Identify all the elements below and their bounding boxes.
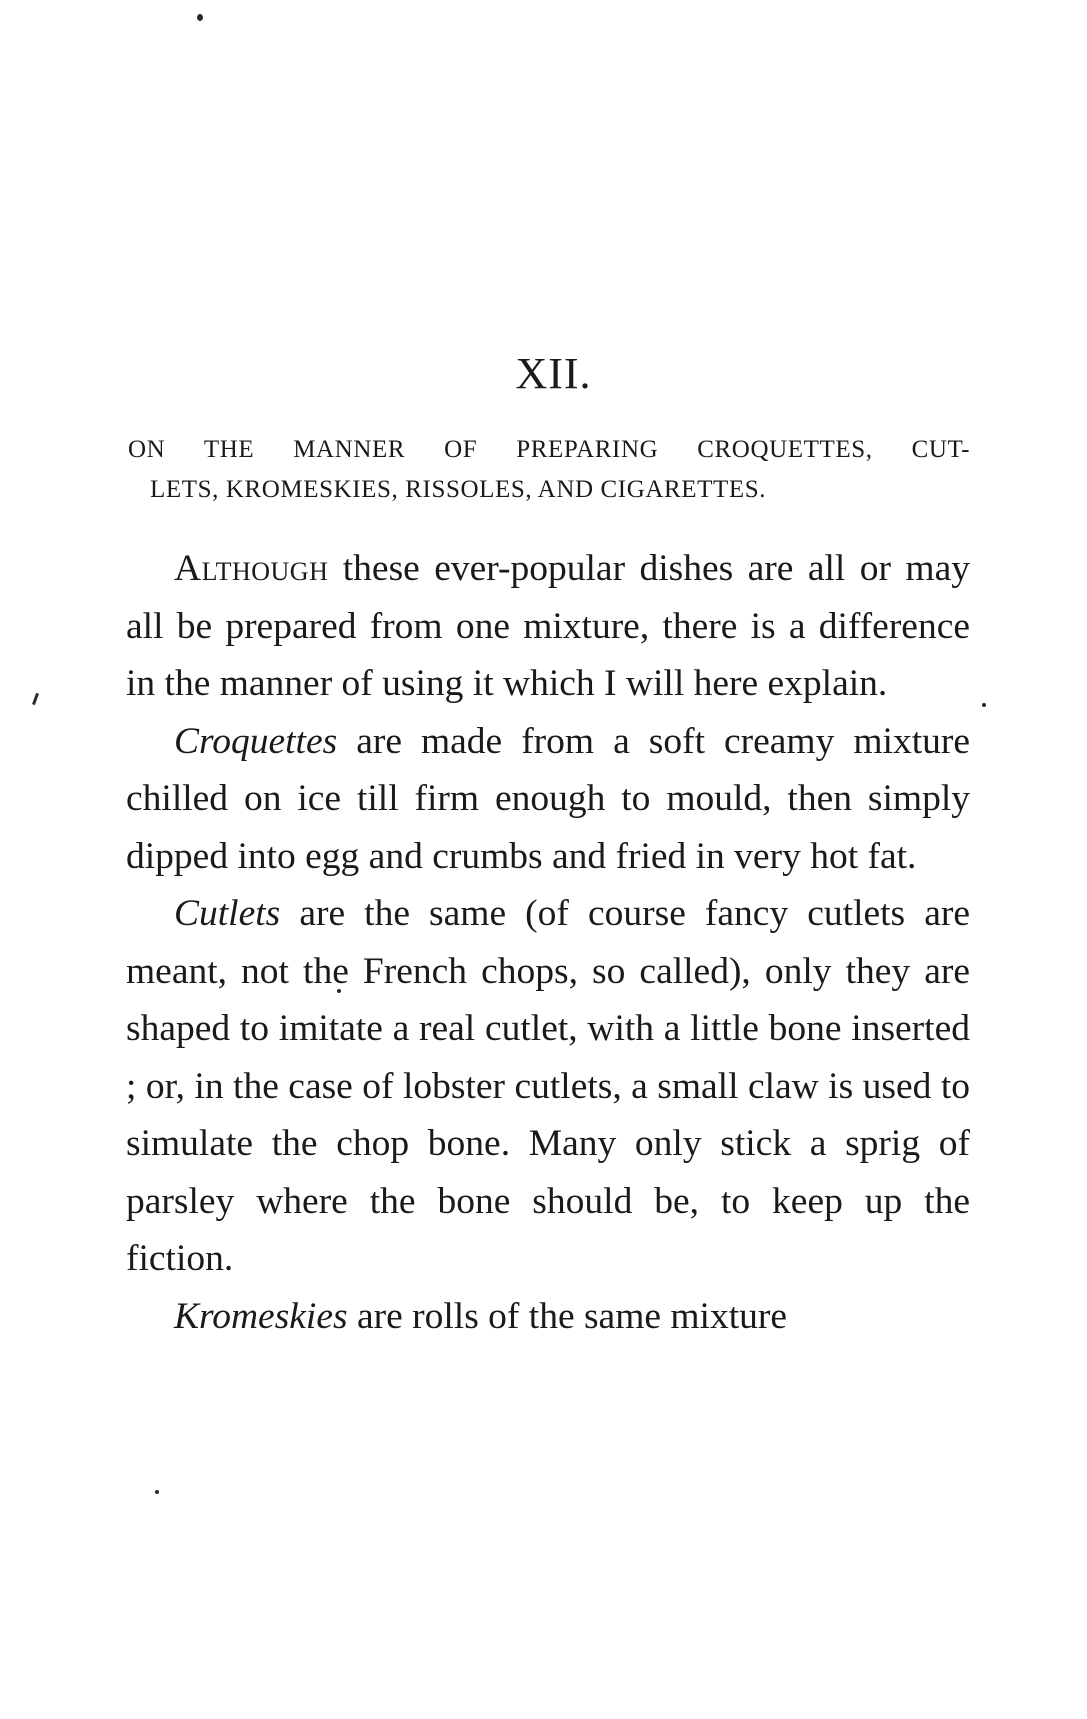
ink-speck — [197, 14, 203, 21]
chapter-title — [128, 430, 970, 510]
paragraph-kromeskies — [126, 1288, 970, 1346]
paragraph-text: are made from a soft creamy mixture chilled on ice till firm enough to mould, then simply dipped into egg and crumbs and fried in very hot fat. — [126, 720, 970, 877]
chapter-title-line: ON THE MANNER OF PREPARING CROQUETTES, CUT- — [128, 436, 970, 463]
ink-speck — [982, 703, 986, 707]
ink-speck — [32, 693, 39, 705]
paragraph-text: are the same (of course fancy cutlets are meant, not the French chops, so called), only they are shaped to imitate a real cutlet, with a little bone inserted ; or, in the case of lobster cutlets, a small claw is used to simulate the chop bone. Many only stick a sprig of parsley where the bone should be, to keep up the fiction. — [126, 893, 970, 1279]
chapter-number: XII. — [515, 349, 592, 398]
paragraph-intro — [126, 540, 970, 713]
body-text — [126, 540, 970, 1345]
paragraph-text: are rolls of the same mixture — [347, 1295, 788, 1337]
term-croquettes: Croquettes — [174, 720, 338, 762]
term-kromeskies: Kromeskies — [174, 1295, 348, 1337]
term-cutlets: Cutlets — [174, 893, 281, 934]
paragraph-cutlets — [126, 885, 970, 1288]
chapter-title-line: LETS, KROMESKIES, RISSOLES, AND CIGARETTES. — [150, 476, 767, 503]
paragraph-text: these ever-popular dishes are all or may all be prepared from one mixture, there is a difference in the manner of using it which I will here explain. — [126, 548, 970, 704]
ink-speck — [155, 1490, 159, 1494]
lead-word: Although — [174, 548, 329, 589]
paragraph-croquettes — [126, 713, 970, 886]
